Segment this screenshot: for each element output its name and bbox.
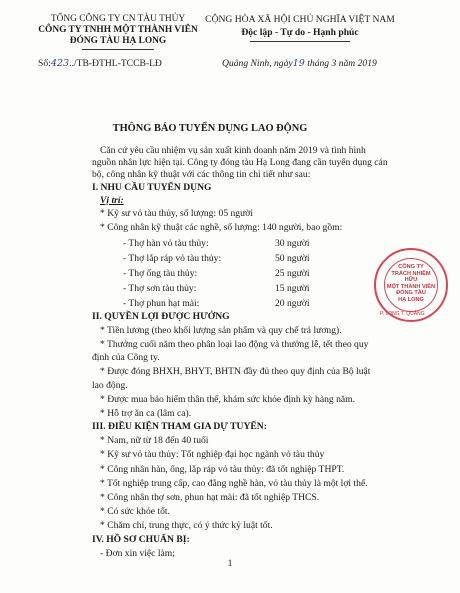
section3-line: * Tốt nghiệp trung cấp, cao đẳng nghề hàn, vỏ tàu thủy là một lợi thế.	[100, 478, 368, 489]
ref-prefix: Số:	[38, 58, 51, 69]
section1-item-engineer: * Kỹ sư vỏ tàu thủy, số lượng: 05 người	[100, 208, 254, 219]
table-row-label: - Thợ phun hạt mài:	[123, 298, 200, 309]
table-row-value: 25 người	[275, 268, 310, 279]
section2-line: * Tiền lương (theo khối lượng sản phẩm và quy chế trả lương).	[100, 325, 342, 336]
seal-line-4: ĐÓNG TÀU	[396, 290, 426, 297]
section3-line: * Công nhân hàn, ống, lắp ráp vỏ tàu thủy: đã tốt nghiệp THPT.	[100, 464, 345, 475]
table-row-label: - Thợ sơn tàu thủy:	[123, 283, 197, 294]
table-row-value: 50 người	[275, 253, 310, 264]
section4-line: - Đơn xin việc làm;	[100, 548, 175, 559]
section3-line: * Kỹ sư vỏ tàu thủy: Tốt nghiệp đại học ngành vỏ tàu thủy	[100, 449, 325, 460]
section1-subheading: Vị trí:	[100, 195, 124, 206]
ministry-name: TỔNG CÔNG TY CN TÀU THỦY	[50, 14, 186, 24]
section4-heading: IV. HỒ SƠ CHUẨN BỊ:	[92, 534, 190, 545]
ref-suffix: ../TB-ĐTHL-TCCB-LĐ	[69, 58, 162, 69]
section2-line: * Được đóng BHXH, BHYT, BHTN đầy đủ theo quy định của Bộ luật	[100, 366, 371, 377]
table-row-value: 15 người	[275, 283, 310, 294]
right-header-rule	[250, 41, 350, 42]
reference-number	[38, 58, 162, 69]
section2-heading: II. QUYỀN LỢI ĐƯỢC HƯỞNG	[92, 311, 230, 322]
section3-line: * Có sức khỏe tốt.	[100, 506, 170, 517]
date-suffix: tháng 3 năm 2019	[304, 58, 377, 69]
seal-text	[386, 264, 436, 304]
table-row-value: 20 người	[275, 298, 310, 309]
left-header-rule	[82, 49, 154, 50]
date-handwritten-day: 19	[292, 58, 305, 69]
seal-line-3: MỘT THÀNH VIÊN	[386, 283, 436, 290]
table-row-label: - Thợ ống tàu thủy:	[123, 268, 198, 279]
intro-line-2: nguồn nhân lực hiện tại. Công ty đóng tàu Hạ Long đang cần tuyển dụng cán	[92, 157, 388, 168]
document-title: THÔNG BÁO TUYỂN DỤNG LAO ĐỘNG	[112, 123, 308, 134]
national-motto: Độc lập - Tự do - Hạnh phúc	[241, 27, 359, 38]
section2-line: * Hỗ trợ ăn ca (lâm ca).	[100, 408, 192, 419]
section2-line: lao động.	[92, 380, 128, 391]
seal-line-2: TRÁCH NHIỆM HỮU	[391, 270, 431, 284]
section3-line: * Công nhân thợ sơn, phun hạt mài: đã tốt nghiệp THCS.	[100, 492, 320, 503]
company-name-line1: CÔNG TY TNHH MỘT THÀNH VIÊN	[38, 25, 198, 35]
document-date	[222, 58, 377, 69]
section3-line: * Nam, nữ từ 18 đến 40 tuổi	[100, 435, 209, 446]
page-number: 1	[227, 558, 233, 569]
company-seal	[374, 248, 448, 322]
seal-ring-text: P. LONG T. QUẢNG	[380, 311, 425, 317]
company-name-line2: ĐÓNG TÀU HẠ LONG	[69, 36, 167, 46]
seal-line-1: CÔNG TY	[398, 264, 424, 270]
table-row-label: - Thợ hàn vỏ tàu thủy:	[123, 238, 209, 249]
ref-handwritten-number: 423	[50, 58, 70, 69]
table-row-label: - Thợ lắp ráp vỏ tàu thủy:	[123, 253, 222, 264]
section1-heading: I. NHU CẦU TUYỂN DỤNG	[92, 182, 212, 193]
intro-line-3: bộ, công nhân kỹ thuật với các thông tin chi tiết như sau:	[92, 169, 311, 180]
section3-heading: III. ĐIỀU KIỆN THAM GIA DỰ TUYỂN:	[92, 421, 267, 432]
section2-line: định của Công ty.	[92, 352, 160, 363]
seal-line-5: HẠ LONG	[398, 296, 424, 303]
section2-line: * Được mua bảo hiểm thân thể, khám sức khỏe định kỳ hàng năm.	[100, 394, 355, 405]
table-row-value: 30 người	[275, 238, 310, 249]
country-name: CỘNG HÒA XÃ HỘI CHỦ NGHĨA VIỆT NAM	[205, 14, 395, 25]
section2-line: * Thưởng cuối năm theo phân loại lao động và thưởng lễ, tết theo quy	[100, 339, 369, 350]
intro-line-1: Căn cứ yêu cầu nhiệm vụ sản xuất kinh doanh năm 2019 và tình hình	[100, 145, 366, 156]
date-prefix: Quảng Ninh, ngày	[222, 58, 293, 69]
section3-line: * Chăm chỉ, trung thực, có ý thức kỷ luật tốt.	[100, 520, 273, 531]
section1-item-workers: * Công nhân kỹ thuật các nghề, số lượng: 140 người, bao gồm:	[100, 222, 343, 233]
